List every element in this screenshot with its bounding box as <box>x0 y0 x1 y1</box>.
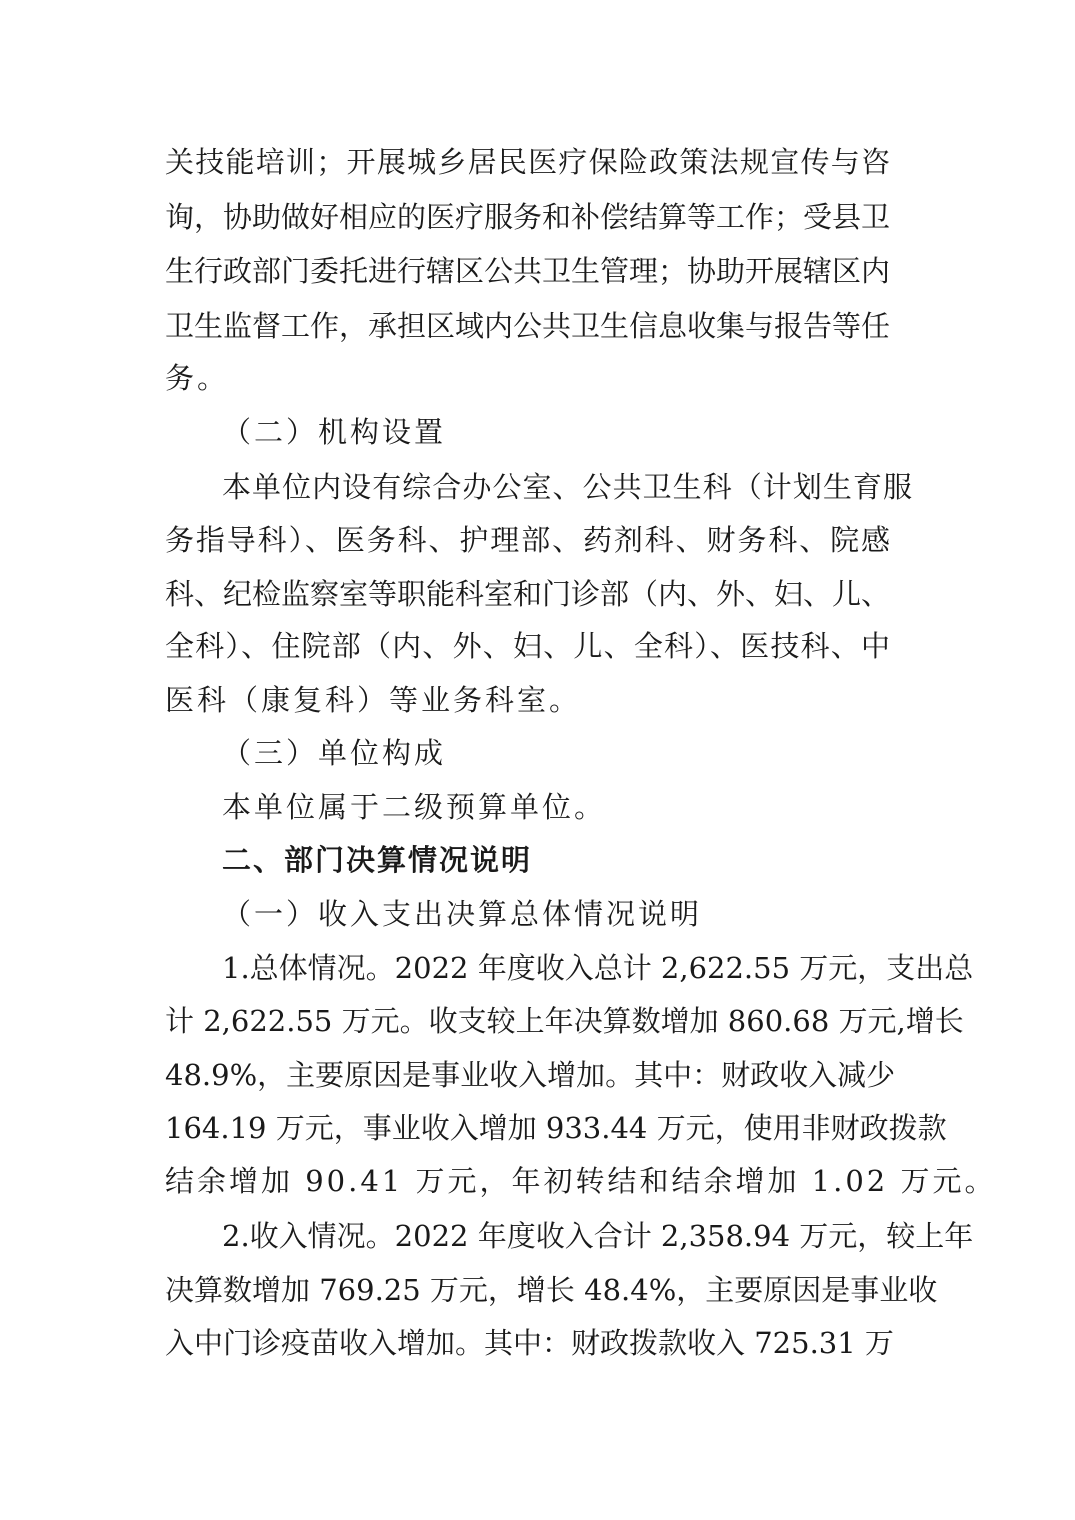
section-heading: （二）机构设置 <box>222 415 447 449</box>
body-text-line: 48.9%，主要原因是事业收入增加。其中：财政收入减少 <box>165 1058 896 1092</box>
body-text-line: 关技能培训；开展城乡居民医疗保险政策法规宣传与咨 <box>165 145 890 179</box>
body-text-line: 入中门诊疫苗收入增加。其中：财政拨款收入 725.31 万 <box>165 1326 894 1360</box>
body-text-line: 卫生监督工作，承担区域内公共卫生信息收集与报告等任 <box>165 309 891 343</box>
body-text-line: 科、纪检监察室等职能科室和门诊部（内、外、妇、儿、 <box>165 577 891 611</box>
body-text-line: 本单位属于二级预算单位。 <box>222 790 607 824</box>
body-text-line: 本单位内设有综合办公室、公共卫生科（计划生育服 <box>222 470 912 504</box>
body-text-line: 结余增加 90.41 万元，年初转结和结余增加 1.02 万元。 <box>165 1164 997 1198</box>
body-text-line: 务指导科）、医务科、护理部、药剂科、财务科、院感 <box>165 523 890 557</box>
chapter-heading: 二、部门决算情况说明 <box>222 843 533 877</box>
body-text-line: 决算数增加 769.25 万元，增长 48.4%，主要原因是事业收 <box>165 1273 938 1307</box>
body-text-line: 生行政部门委托进行辖区公共卫生管理；协助开展辖区内 <box>165 254 891 288</box>
body-text-line: 务。 <box>165 361 230 395</box>
section-heading: （一）收入支出决算总体情况说明 <box>222 897 703 931</box>
body-text-line: 2.收入情况。2022 年度收入合计 2,358.94 万元，较上年 <box>222 1219 974 1253</box>
body-text-line: 全科）、住院部（内、外、妇、儿、全科）、医技科、中 <box>165 629 890 663</box>
body-text-line: 询，协助做好相应的医疗服务和补偿结算等工作；受县卫 <box>165 200 891 234</box>
section-heading: （三）单位构成 <box>222 736 447 770</box>
body-text-line: 计 2,622.55 万元。收支较上年决算数增加 860.68 万元,增长 <box>165 1004 964 1038</box>
body-text-line: 医科（康复科）等业务科室。 <box>165 683 582 717</box>
body-text-line: 1.总体情况。2022 年度收入总计 2,622.55 万元，支出总 <box>222 951 974 985</box>
body-text-line: 164.19 万元，事业收入增加 933.44 万元，使用非财政拨款 <box>165 1111 947 1145</box>
